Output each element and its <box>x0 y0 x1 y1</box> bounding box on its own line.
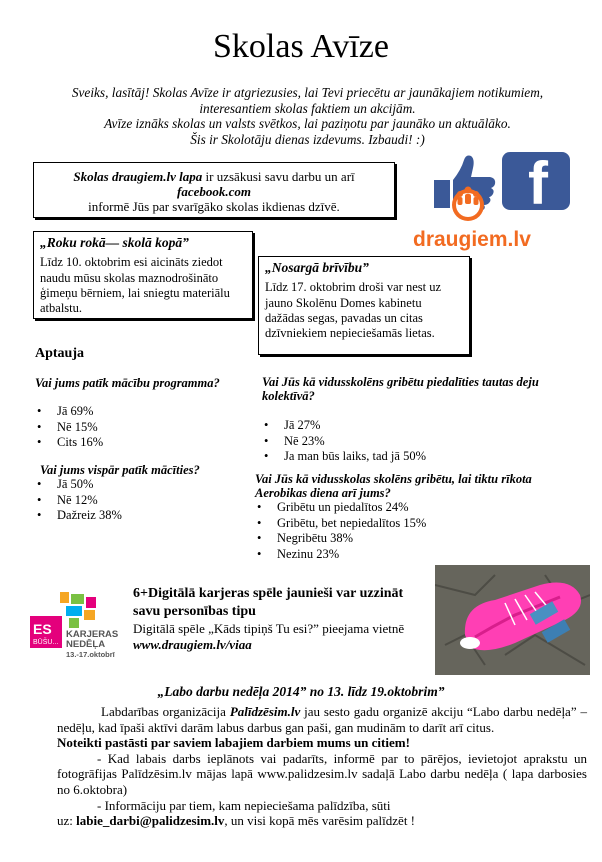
labo-text: uz: <box>57 813 77 829</box>
labo-email[interactable]: labie_darbi@palidzesim.lv <box>76 813 225 829</box>
labo-text: jau sesto gadu organizē akciju “Labo darbu nedēļa” – nedēļu, kad īpaši aktīvi darām labus darbus gan paši, gan mudinām to darīt arī citus. <box>57 704 587 735</box>
karjera-desc: Digitālā spēle „Kāds tipiņš Tu esi?” pieejama vietnē <box>133 621 405 636</box>
social-text-line2: informē Jūs par svarīgāko skolas ikdienas dzīvē. <box>88 199 340 214</box>
social-text: ir uzsākusi savu darbu un arī <box>202 169 355 184</box>
labo-org: Palīdzēsim.lv <box>229 704 301 719</box>
people-icon <box>452 187 484 222</box>
karjera-link[interactable]: www.draugiem.lv/viaa <box>133 637 252 652</box>
draugiem-wordmark: draugiem.lv <box>413 228 531 251</box>
survey-question: Vai Jūs kā vidusskolas skolēns gribētu, lai tiktu rīkota Aerobikas diena arī jums? <box>255 472 532 500</box>
labo-text: Labdarības organizācija <box>101 704 230 719</box>
labo-text: - Kad labais darbs ieplānots vai padarīts, informē par to pārējos, ievietojot aprakstu un fotogrāfijas Palīdzēsim.lv mājas lapā www.palidzesim.lv sadaļā Labo darbu nedēļa ( lapa darbosies no 6.oktobra) <box>57 750 587 797</box>
survey-answer: • Ja man būs laiks, tad jā 50% <box>262 449 426 465</box>
intro-text <box>30 85 585 147</box>
survey-answers <box>35 404 103 451</box>
survey-answer: • Cits 16% <box>35 435 103 451</box>
intro-line: interesantiem skolas faktiem un akcijām. <box>199 100 416 116</box>
labo-text: , un visi kopā mēs varēsim palīdzēt ! <box>224 813 416 829</box>
survey-question: Vai jums patīk mācību programma? <box>35 376 220 390</box>
logo-nedela: NEDĒĻA <box>66 639 106 650</box>
facebook-link[interactable]: facebook.com <box>176 184 251 199</box>
karjera-heading: 6+Digitālā karjeras spēle jaunieši var uzzināt savu personības tipu <box>133 586 404 619</box>
labo-emphasis: Noteikti pastāsti par saviem labajiem darbiem mums un citiem! <box>57 735 410 751</box>
survey-answers <box>262 418 426 465</box>
roku-roka-text: Līdz 10. oktobrim esi aicināts ziedot naudu mūsu skolas maznodrošināto ģimeņu bērniem, lai sniegtu materiālu atbalstu. <box>40 255 230 316</box>
intro-line: Sveiks, lasītāj! Skolas Avīze ir atgriezusies, lai Tevi priecētu ar jaunākajiem notikumiem, <box>71 85 544 100</box>
labo-heading: „Labo darbu nedēļa 2014” no 13. līdz 19.oktobrim” <box>157 684 445 699</box>
nosarga-heading: „Nosargā brīvību” <box>265 260 369 275</box>
draugiem-page-label: Skolas draugiem.lv lapa <box>73 169 203 184</box>
karjeras-nedela-logo <box>28 590 126 668</box>
labo-body <box>57 704 587 829</box>
page-title: Skolas Avīze <box>213 28 389 65</box>
survey-answer: • Nē 12% <box>35 493 122 509</box>
survey-answer: • Nē 15% <box>35 420 103 436</box>
logo-karjeras: KARJERAS <box>66 629 119 640</box>
roku-roka-box <box>33 231 253 319</box>
social-box <box>33 162 395 218</box>
survey-answers <box>255 500 426 562</box>
roku-roka-heading: „Roku rokā— skolā kopā” <box>40 235 189 250</box>
intro-line: Šis ir Skolotāju dienas izdevums. Izbaudi! :) <box>190 131 425 147</box>
logo-dates: 13.-17.oktobrī <box>66 650 115 659</box>
nosarga-text: Līdz 17. oktobrim droši var nest uz jauno Skolēnu Domes kabinetu dažādas segas, pavadas un citas dzīvniekiem nepieciešamās lietas. <box>265 280 442 341</box>
survey-answer: • Gribētu, bet nepiedalītos 15% <box>255 516 426 532</box>
survey-answers <box>35 477 122 524</box>
shoe-photo <box>435 565 590 675</box>
survey-answer: • Gribētu un piedalītos 24% <box>255 500 426 516</box>
survey-question: Vai Jūs kā vidusskolēns gribētu piedalīties tautas deju kolektīvā? <box>262 375 539 403</box>
survey-heading: Aptauja <box>35 346 85 361</box>
survey-answer: • Jā 69% <box>35 404 103 420</box>
draugiem-logo <box>410 180 570 255</box>
nosarga-box <box>258 256 470 355</box>
facebook-f-letter: f <box>528 150 548 212</box>
survey-answer: • Nezinu 23% <box>255 547 426 563</box>
survey-question: Vai jums vispār patīk mācīties? <box>40 463 200 477</box>
survey-answer: • Jā 27% <box>262 418 426 434</box>
survey-answer: • Jā 50% <box>35 477 122 493</box>
survey-answer: • Nē 23% <box>262 434 426 450</box>
labo-text: - Informāciju par tiem, kam nepieciešama palīdzība, sūti <box>97 797 391 813</box>
logo-busu: BŪŠU... <box>33 639 59 646</box>
logo-es: ES <box>33 621 52 637</box>
survey-answer: • Negribētu 38% <box>255 531 426 547</box>
karjera-text <box>133 621 428 653</box>
survey-answer: • Dažreiz 38% <box>35 508 122 524</box>
intro-line: Avīze iznāks skolas un valsts svētkos, lai paziņotu par jaunāko un aktuālāko. <box>104 116 511 131</box>
